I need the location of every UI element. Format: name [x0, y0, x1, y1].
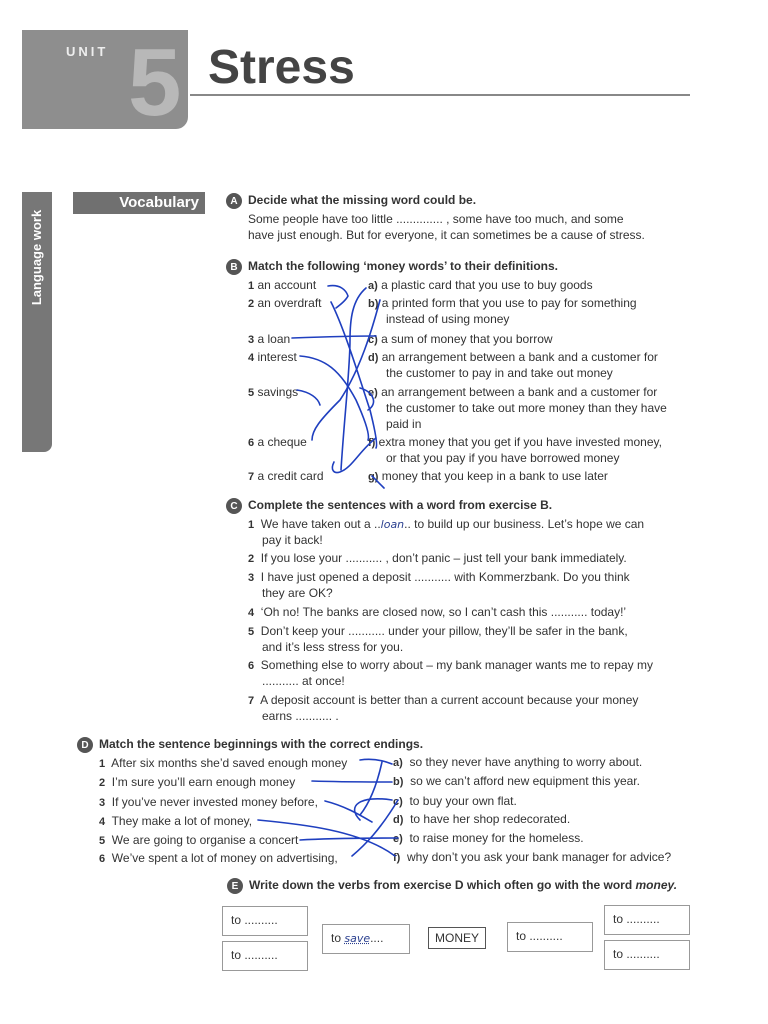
sentence-number: 2: [248, 553, 255, 565]
sentence-item: [248, 623, 628, 640]
verb-box: to ..........: [604, 940, 690, 970]
sentence-number: 1: [248, 519, 255, 531]
exercise-a-line1: Some people have too little .............. , some have too much, and some: [248, 212, 624, 226]
sentence-number: 7: [248, 695, 255, 707]
sentence-cont: ........... at once!: [262, 674, 345, 688]
definition-text: a plastic card that you use to buy goods: [381, 278, 593, 292]
definition-text-cont: the customer to take out more money than they have: [386, 401, 667, 415]
ending-item: [393, 849, 671, 866]
ending-item: [393, 793, 517, 810]
word-number: 4: [248, 352, 255, 364]
unit-number: 5: [128, 29, 182, 136]
exercise-e-text: Write down the verbs from exercise D which often go with the word: [249, 878, 636, 892]
definition-letter: d): [368, 352, 379, 364]
sentence-item: [248, 692, 638, 709]
definition-text-cont: paid in: [386, 417, 422, 431]
definition-item: [368, 349, 658, 366]
verb-box: to ..........: [507, 922, 593, 952]
word-text: an account: [257, 278, 317, 292]
word-number: 3: [248, 334, 255, 346]
sentence-cont: pay it back!: [262, 533, 323, 547]
beginning-item: [99, 813, 252, 830]
sentence-item: [248, 550, 627, 567]
word-item: [248, 295, 322, 312]
word-item: [248, 331, 290, 348]
ending-text: so they never have anything to worry about.: [409, 755, 643, 769]
sentence-number: 5: [248, 626, 255, 638]
definition-text: money that you keep in a bank to use later: [381, 469, 608, 483]
word-text: savings: [257, 385, 299, 399]
ending-letter: b): [393, 776, 404, 788]
beginning-number: 1: [99, 758, 106, 770]
sentence-number: 4: [248, 607, 255, 619]
ending-letter: a): [393, 757, 403, 769]
definition-item: [368, 295, 637, 312]
definition-letter: c): [368, 334, 378, 346]
sentence-item: [248, 604, 626, 621]
ending-letter: f): [393, 852, 401, 864]
verb-box: to ..........: [604, 905, 690, 935]
definition-item: [368, 434, 662, 451]
ending-item: [393, 773, 640, 790]
definition-item: [368, 384, 657, 401]
definition-letter: g): [368, 471, 379, 483]
money-box: MONEY: [428, 927, 486, 949]
beginning-number: 3: [99, 797, 106, 809]
section-label: Vocabulary: [73, 192, 205, 214]
ending-text: so we can’t afford new equipment this year.: [410, 774, 640, 788]
sentence-item: [248, 569, 630, 586]
definition-letter: e): [368, 387, 378, 399]
ink-line: [352, 800, 398, 856]
exercise-c-badge: C: [226, 498, 242, 514]
sentence-cont: earns ........... .: [262, 709, 339, 723]
definition-item: [368, 277, 593, 294]
word-text: interest: [257, 350, 297, 364]
beginning-text: They make a lot of money,: [111, 814, 253, 828]
ink-line: [292, 336, 376, 338]
definition-item: [368, 331, 553, 348]
side-tab-label-wrap: [22, 192, 52, 322]
word-item: [248, 277, 316, 294]
definition-text: extra money that you get if you have invested money,: [378, 435, 662, 449]
beginning-text: I’m sure you’ll earn enough money: [111, 775, 296, 789]
word-text: a loan: [257, 332, 291, 346]
ending-letter: c): [393, 796, 403, 808]
definition-item: [368, 468, 608, 485]
verb-box: to ..........: [222, 941, 308, 971]
definition-text-cont: instead of using money: [386, 312, 510, 326]
unit-label: UNIT: [66, 44, 109, 59]
sentence-item: [248, 657, 653, 674]
sentence-text: .. to build up our business. Let’s hope we can: [404, 517, 645, 531]
word-item: [248, 384, 298, 401]
definition-text: an arrangement between a bank and a customer for: [381, 350, 658, 364]
exercise-d-badge: D: [77, 737, 93, 753]
definition-text: an arrangement between a bank and a customer for: [381, 385, 658, 399]
sentence-text: We have taken out a ..: [260, 517, 381, 531]
beginning-number: 4: [99, 816, 106, 828]
ending-text: to have her shop redecorated.: [410, 812, 571, 826]
word-number: 6: [248, 437, 255, 449]
beginning-text: We are going to organise a concert: [111, 833, 299, 847]
definition-letter: a): [368, 280, 378, 292]
sentence-text: Don’t keep your ........... under your pillow, they’ll be safer in the bank,: [260, 624, 628, 638]
ending-item: [393, 811, 570, 828]
ending-text: why don’t you ask your bank manager for advice?: [407, 850, 672, 864]
word-text: a credit card: [257, 469, 324, 483]
handwritten-answer: loan: [380, 518, 405, 531]
ink-line: [360, 759, 392, 764]
verb-prefix: to: [331, 931, 345, 945]
sentence-text: Something else to worry about – my bank manager wants me to repay my: [260, 658, 653, 672]
sentence-text: If you lose your ........... , don’t panic – just tell your bank immediately.: [260, 551, 627, 565]
exercise-e-emphasis: money.: [635, 878, 678, 892]
title-rule: [190, 94, 690, 96]
sentence-cont: and it’s less stress for you.: [262, 640, 404, 654]
definition-text-cont: the customer to pay in and take out money: [386, 366, 613, 380]
exercise-d-instruction: Match the sentence beginnings with the correct endings.: [99, 737, 424, 751]
beginning-item: [99, 832, 298, 849]
ink-line: [300, 838, 398, 840]
verb-dots: ....: [370, 931, 384, 945]
ending-item: [393, 830, 584, 847]
sentence-item: [248, 516, 644, 533]
verb-box: to ..........: [222, 906, 308, 936]
word-item: [248, 349, 297, 366]
beginning-item: [99, 794, 318, 811]
word-item: [248, 434, 307, 451]
ink-line: [300, 356, 368, 440]
sentence-number: 6: [248, 660, 255, 672]
word-number: 2: [248, 298, 255, 310]
word-number: 5: [248, 387, 255, 399]
sentence-number: 3: [248, 572, 255, 584]
page-title: Stress: [208, 41, 355, 94]
exercise-a-badge: A: [226, 193, 242, 209]
exercise-e-badge: E: [227, 878, 243, 894]
beginning-text: We’ve spent a lot of money on advertising,: [111, 851, 338, 865]
ending-item: [393, 754, 642, 771]
definition-text-cont: or that you pay if you have borrowed money: [386, 451, 620, 465]
ink-line: [312, 300, 380, 440]
beginning-item: [99, 850, 338, 867]
sentence-cont: they are OK?: [262, 586, 333, 600]
word-text: an overdraft: [257, 296, 322, 310]
ink-line: [312, 781, 392, 782]
exercise-b-instruction: Match the following ‘money words’ to their definitions.: [248, 259, 559, 273]
definition-text: a printed form that you use to pay for something: [381, 296, 637, 310]
word-number: 1: [248, 280, 255, 292]
exercise-e-instruction: [249, 878, 677, 892]
side-tab-label: Language work: [29, 209, 45, 305]
definition-text: a sum of money that you borrow: [381, 332, 553, 346]
ink-line: [297, 390, 320, 405]
exercise-c-instruction: Complete the sentences with a word from exercise B.: [248, 498, 553, 512]
ink-line: [331, 302, 377, 448]
beginning-number: 6: [99, 853, 106, 865]
handwritten-answer: save: [344, 932, 371, 945]
definition-letter: f): [368, 437, 376, 449]
ending-letter: e): [393, 833, 403, 845]
verb-box-answered: [322, 924, 410, 954]
beginning-text: After six months she’d saved enough money: [111, 756, 348, 770]
ink-line: [325, 801, 372, 822]
beginning-item: [99, 755, 347, 772]
sentence-text: ‘Oh no! The banks are closed now, so I can’t cash this ........... today!’: [260, 605, 627, 619]
word-item: [248, 468, 324, 485]
beginning-text: If you’ve never invested money before,: [111, 795, 318, 809]
ink-line: [355, 799, 392, 820]
ending-text: to raise money for the homeless.: [409, 831, 584, 845]
ending-text: to buy your own flat.: [409, 794, 517, 808]
exercise-b-badge: B: [226, 259, 242, 275]
ink-line: [328, 286, 348, 308]
ending-letter: d): [393, 814, 404, 826]
definition-letter: b): [368, 298, 379, 310]
word-number: 7: [248, 471, 255, 483]
exercise-a-line2: have just enough. But for everyone, it can sometimes be a cause of stress.: [248, 228, 645, 242]
ink-line: [360, 762, 382, 815]
beginning-number: 5: [99, 835, 106, 847]
beginning-item: [99, 774, 295, 791]
ink-line: [341, 288, 366, 470]
sentence-text: I have just opened a deposit ........... with Kommerzbank. Do you think: [260, 570, 630, 584]
word-text: a cheque: [257, 435, 307, 449]
sentence-text: A deposit account is better than a current account because your money: [260, 693, 639, 707]
beginning-number: 2: [99, 777, 106, 789]
exercise-a-instruction: Decide what the missing word could be.: [248, 193, 477, 207]
